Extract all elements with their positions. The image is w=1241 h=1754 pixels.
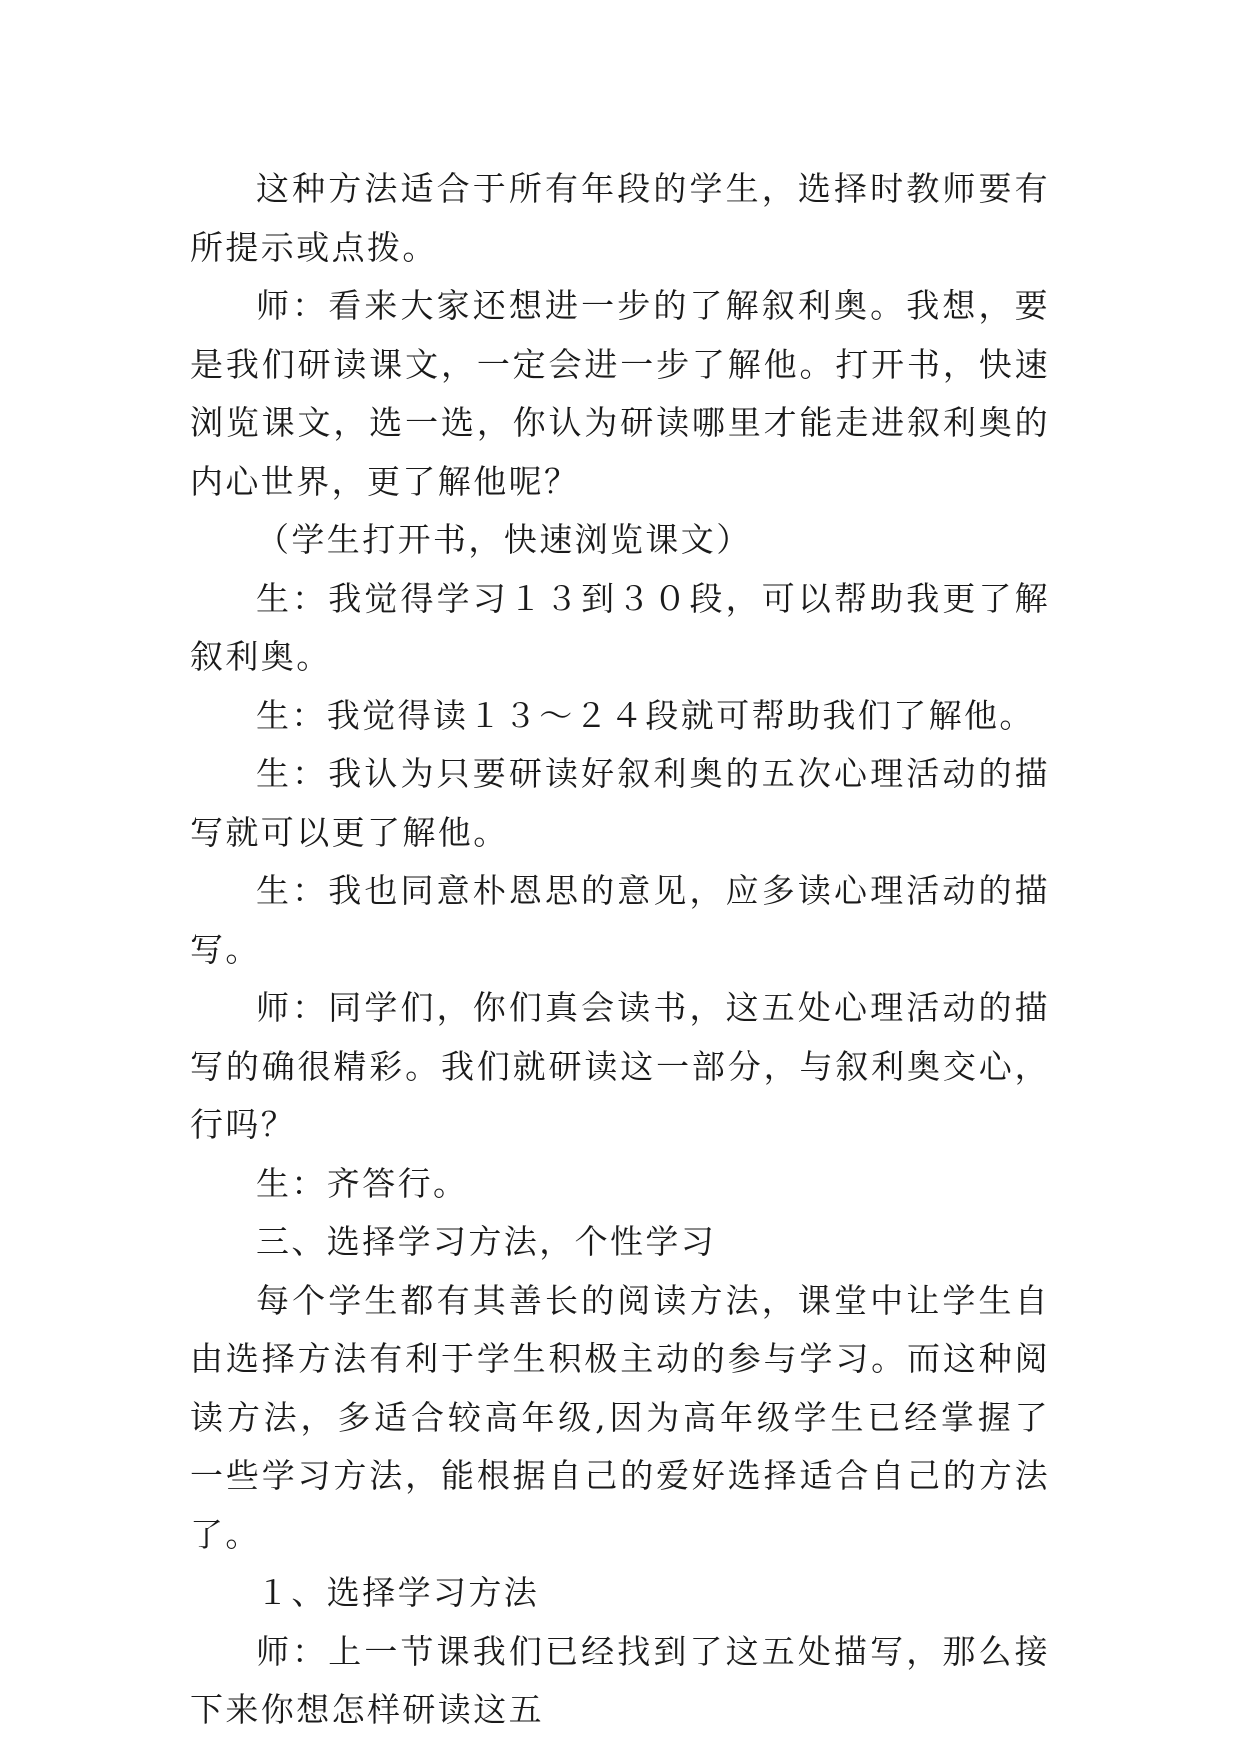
section-heading: 三、选择学习方法，个性学习 [256,1222,717,1261]
paragraph: 师：看来大家还想进一步的了解叙利奥。我想，要是我们研读课文，一定会进一步了解他。打开书，快速浏览课文，选一选，你认为研读哪里才能走进叙利奥的内心世界，更了解他呢？ [190,286,1050,501]
document-body [190,160,1050,1740]
paragraph: （学生打开书，快速浏览课文） [256,520,752,559]
paragraph: 生：我也同意朴恩思的意见，应多读心理活动的描写。 [190,871,1050,969]
paragraph: 这种方法适合于所有年段的学生，选择时教师要有所提示或点拨。 [190,169,1050,267]
subsection-heading: １、选择学习方法 [256,1573,540,1612]
paragraph: 师：上一节课我们已经找到了这五处描写，那么接下来你想怎样研读这五 [190,1631,1050,1729]
paragraph: 生：齐答行。 [256,1163,469,1203]
paragraph: 每个学生都有其善长的阅读方法，课堂中让学生自由选择方法有利于学生积极主动的参与学习。而这种阅读方法，多适合较高年级,因为高年级学生已经掌握了一些学习方法，能根据自己的爱好选择适合自己的方法了。 [190,1280,1050,1554]
paragraph: 生：我认为只要研读好叙利奥的五次心理活动的描写就可以更了解他。 [190,754,1050,852]
paragraph: 生：我觉得学习１３到３０段，可以帮助我更了解叙利奥。 [190,578,1050,676]
paragraph: 生：我觉得读１３～２４段就可帮助我们了解他。 [256,695,1035,735]
paragraph: 师：同学们，你们真会读书，这五处心理活动的描写的确很精彩。我们就研读这一部分，与叙利奥交心，行吗？ [190,988,1050,1144]
